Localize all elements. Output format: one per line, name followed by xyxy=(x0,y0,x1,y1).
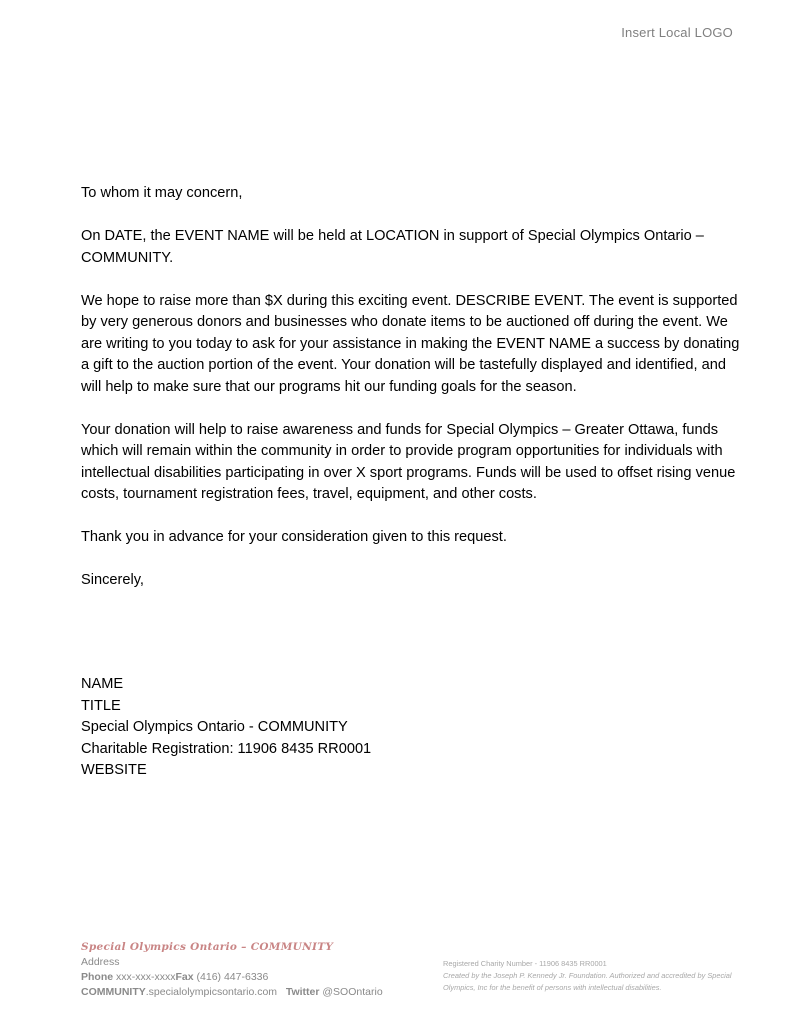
signature-name: NAME xyxy=(81,676,124,692)
footer-phone-line xyxy=(81,970,383,985)
footer-org-name: Special Olympics Ontario – COMMUNITY xyxy=(81,941,334,953)
footer-fax-value: (416) 447-6336 xyxy=(196,971,269,983)
signature-block xyxy=(81,674,371,782)
paragraph-event-info: On DATE, the EVENT NAME will be held at LOCATION in support of Special Olympics Ontario – COMMUNITY. xyxy=(81,228,704,266)
footer-charity-info xyxy=(443,958,743,994)
salutation: To whom it may concern, xyxy=(81,185,243,201)
letter-body xyxy=(81,183,741,613)
signature-organization: Special Olympics Ontario - COMMUNITY xyxy=(81,719,348,735)
footer-phone-label: Phone xyxy=(81,971,114,983)
footer-contact xyxy=(81,940,383,1000)
footer-created-by: Created by the Joseph P. Kennedy Jr. Foundation. Authorized and accredited by Special Olympics, Inc for the benefit of persons with intellectual disabilities. xyxy=(443,971,732,992)
paragraph-fundraising-goal: We hope to raise more than $X during this exciting event. DESCRIBE EVENT. The event is supported by very generous donors and businesses who donate items to be auctioned off during the event. We are writing to you today to ask for your assistance in making the EVENT NAME a success by donating a gift to the auction portion of the event. Your donation will be tastefully displayed and identified, and will help to make sure that our programs hit our funding goals for the season. xyxy=(81,292,740,395)
footer-address: Address xyxy=(81,956,120,968)
logo-placeholder: Insert Local LOGO xyxy=(621,25,733,40)
closing: Sincerely, xyxy=(81,572,144,588)
footer-web-domain: .specialolympicsontario.com xyxy=(145,986,278,998)
signature-website: WEBSITE xyxy=(81,762,147,778)
footer-twitter-handle: @SOOntario xyxy=(322,986,383,998)
paragraph-donation-impact: Your donation will help to raise awareness and funds for Special Olympics – Greater Ottawa, funds which will remain within the community in order to provide program opportunities for individuals with intellectual disabilities participating in over X sport programs. Funds will be used to offset rising venue costs, tournament registration fees, travel, equipment, and other costs. xyxy=(81,421,736,502)
footer-web-line xyxy=(81,985,383,1000)
footer-twitter-label: Twitter xyxy=(285,986,320,998)
signature-title: TITLE xyxy=(81,697,121,714)
signature-charitable-registration: Charitable Registration: 11906 8435 RR0001 xyxy=(81,740,372,757)
paragraph-thank-you: Thank you in advance for your consideration given to this request. xyxy=(81,529,507,545)
footer-fax-label: Fax xyxy=(175,971,194,983)
footer-registered-charity: Registered Charity Number - 11906 8435 RR0001 xyxy=(443,959,607,968)
footer-web-community: COMMUNITY xyxy=(81,986,146,998)
footer-phone-value: xxx-xxx-xxxx xyxy=(116,971,176,983)
